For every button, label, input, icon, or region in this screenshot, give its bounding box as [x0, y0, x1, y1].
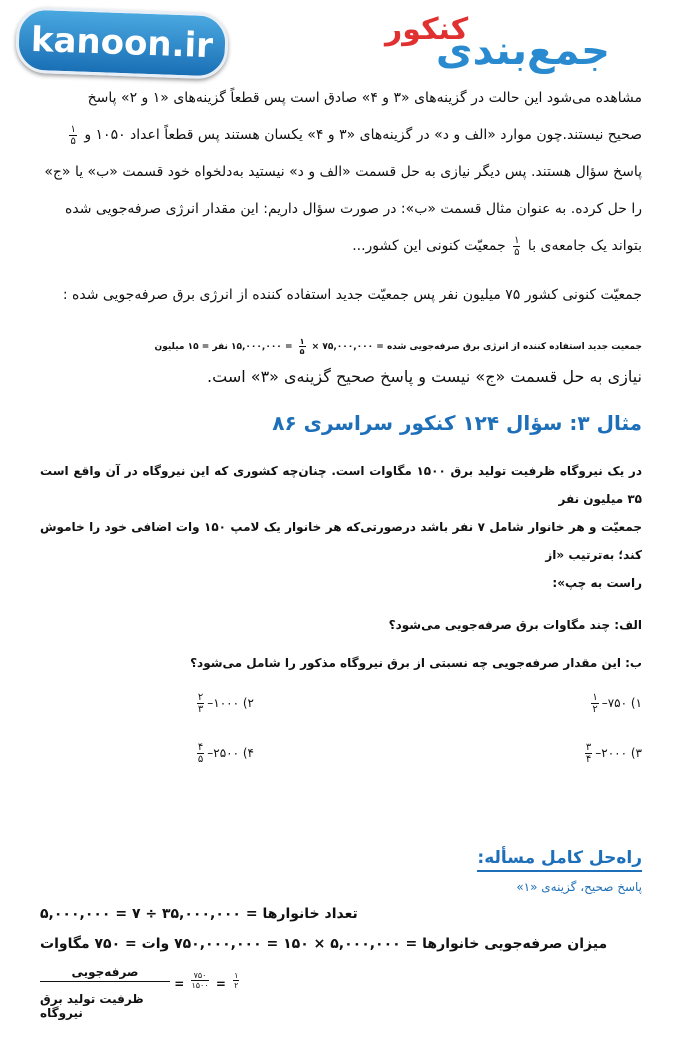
option-3[interactable]: ۳) ۲۰۰۰– ۳ ۴: [585, 741, 642, 765]
option-value: ۷۵۰: [607, 695, 628, 710]
fraction-num: ۳: [585, 741, 592, 753]
paragraph-population-text: جمعیّت کنونی کشور ۷۵ میلیون نفر پس جمعیّت جدید استفاده کننده از انرژی برق صرفه‌جویی شده :: [62, 287, 642, 303]
option-value: ۲۵۰۰: [213, 745, 240, 760]
fraction-den: ۵: [514, 246, 520, 258]
option-value: ۱۰۰۰: [213, 695, 240, 710]
line-text: صحیح نیستند.چون موارد «الف و د» در گزینه‌های «۳ و ۴» یکسان هستند پس قطعاً اعداد ۱۰۵۰ و: [84, 127, 642, 143]
formula-text: جمعیت جدید استفاده کننده از انرژی برق صرفه‌جویی شده = ۷۵,۰۰۰,۰۰۰ ×: [311, 342, 642, 352]
jambandi-konkur-logo: [385, 12, 610, 82]
question-part-b: ب: این مقدار صرفه‌جویی چه نسبتی از برق نیروگاه مذکور را شامل می‌شود؟: [190, 656, 642, 670]
fraction: [513, 235, 520, 258]
paragraph-line: [40, 117, 642, 154]
fraction-num: ۱: [299, 337, 305, 346]
line-text: بتواند یک جامعه‌ی با: [527, 238, 642, 254]
question-line: در یک نیروگاه ظرفیت تولید برق ۱۵۰۰ مگاوات است. چنان‌چه کشوری که این نیروگاه در آن واقع است ۳۵ میلیون نفر: [40, 464, 642, 506]
question-line: راست به چپ»:: [552, 576, 642, 590]
fraction: [197, 742, 204, 765]
fraction-num: ۴: [197, 741, 204, 753]
fraction-num: ۷۵۰: [191, 971, 208, 981]
fraction-num: ۱: [592, 691, 598, 703]
paragraph-line: [40, 228, 642, 265]
ratio-numerator: صرفه‌جویی: [40, 965, 170, 982]
fraction: [69, 124, 76, 147]
paragraph-line: پاسخ سؤال هستند. پس دیگر نیازی به حل قسمت «الف و د» نیستید به‌دلخواه خود قسمت «ب» یا «ج»: [44, 164, 642, 180]
fraction: [191, 971, 208, 990]
formula-line: [40, 332, 642, 362]
fraction-den: ۴: [585, 753, 592, 765]
options-row: [40, 683, 642, 723]
conclusion-text: نیازی به حل قسمت «ج» نیست و پاسخ صحیح گزینه‌ی «۳» است.: [207, 367, 642, 386]
fraction: [299, 337, 306, 356]
fraction-den: ۲: [234, 981, 239, 990]
formula-text: = ۱۵,۰۰۰,۰۰۰ نفر = ۱۵ میلیون: [154, 342, 293, 352]
fraction-den: ۲: [592, 703, 598, 715]
fraction: [591, 692, 598, 715]
equals-sign: =: [215, 977, 226, 991]
fraction-den: ۵: [70, 135, 76, 147]
option-label: ۲): [242, 695, 254, 710]
option-label: ۳): [630, 745, 642, 760]
options-row: [40, 733, 642, 773]
option-1[interactable]: ۱) ۷۵۰– ۱ ۲: [592, 691, 642, 715]
example-title: مثال ۳: سؤال ۱۲۴ کنکور سراسری ۸۶: [272, 411, 642, 435]
option-label: ۴): [242, 745, 254, 760]
fraction: [585, 742, 592, 765]
fraction-num: ۱: [234, 971, 239, 980]
logo-accent-text: کنکور: [385, 12, 469, 47]
logo-main-text: جمع‌بندی: [435, 28, 610, 74]
option-2[interactable]: ۲) ۱۰۰۰– ۲ ۳: [197, 691, 254, 715]
page-header: [0, 0, 694, 80]
equals-sign: =: [174, 977, 185, 991]
question-line: جمعیّت و هر خانوار شامل ۷ نفر باشد درصورتی‌که هر خانوار یک لامپ ۱۵۰ وات اضافی خود را خاموش کند؛ به‌ترتیب «از: [40, 520, 643, 562]
equation-households: تعداد خانوارها = ۳۵,۰۰۰,۰۰۰ ÷ ۷ = ۵,۰۰۰,۰۰۰: [40, 906, 358, 922]
kanoon-logo-text: kanoon.ir: [30, 19, 214, 67]
fraction-den: ۳: [197, 703, 204, 715]
ratio-equation: [40, 965, 642, 1020]
fraction-den: ۵: [299, 347, 305, 356]
equation-savings: میزان صرفه‌جویی خانوارها = ۵,۰۰۰,۰۰۰ × ۱۵۰ = ۷۵۰,۰۰۰,۰۰۰ وات = ۷۵۰ مگاوات: [40, 936, 608, 952]
ratio-denominator: ظرفیت تولید برق نیروگاه: [40, 992, 144, 1020]
fraction-den: ۱۵۰۰: [191, 981, 209, 990]
fraction-num: ۱: [514, 234, 520, 246]
fraction-num: ۲: [197, 691, 204, 703]
line-text: جمعیّت کنونی این کشور...: [352, 238, 506, 254]
ratio-fraction: [40, 965, 170, 1020]
option-value: ۲۰۰۰: [601, 745, 628, 760]
kanoon-logo[interactable]: [15, 6, 229, 79]
paragraph-line: را حل کرده. به عنوان مثال قسمت «ب»: در صورت سؤال داریم: این مقدار انرژی صرفه‌جویی شده: [65, 201, 642, 217]
fraction-den: ۵: [197, 753, 204, 765]
fraction-num: ۱: [70, 123, 76, 135]
fraction: [233, 971, 239, 990]
fraction: [197, 692, 204, 715]
solution-title: [40, 843, 642, 873]
solution-title-text: راه‌حل کامل مسأله:: [477, 848, 642, 872]
option-label: ۱): [630, 695, 642, 710]
option-4[interactable]: ۴) ۲۵۰۰– ۴ ۵: [197, 741, 254, 765]
question-part-a: الف: چند مگاوات برق صرفه‌جویی می‌شود؟: [388, 618, 642, 632]
paragraph-line: مشاهده می‌شود این حالت در گزینه‌های «۳ و ۴» صادق است پس قطعاً گزینه‌های «۱ و ۲» پاسخ: [87, 90, 642, 106]
solution-answer: پاسخ صحیح، گزینه‌ی «۱»: [516, 880, 642, 894]
